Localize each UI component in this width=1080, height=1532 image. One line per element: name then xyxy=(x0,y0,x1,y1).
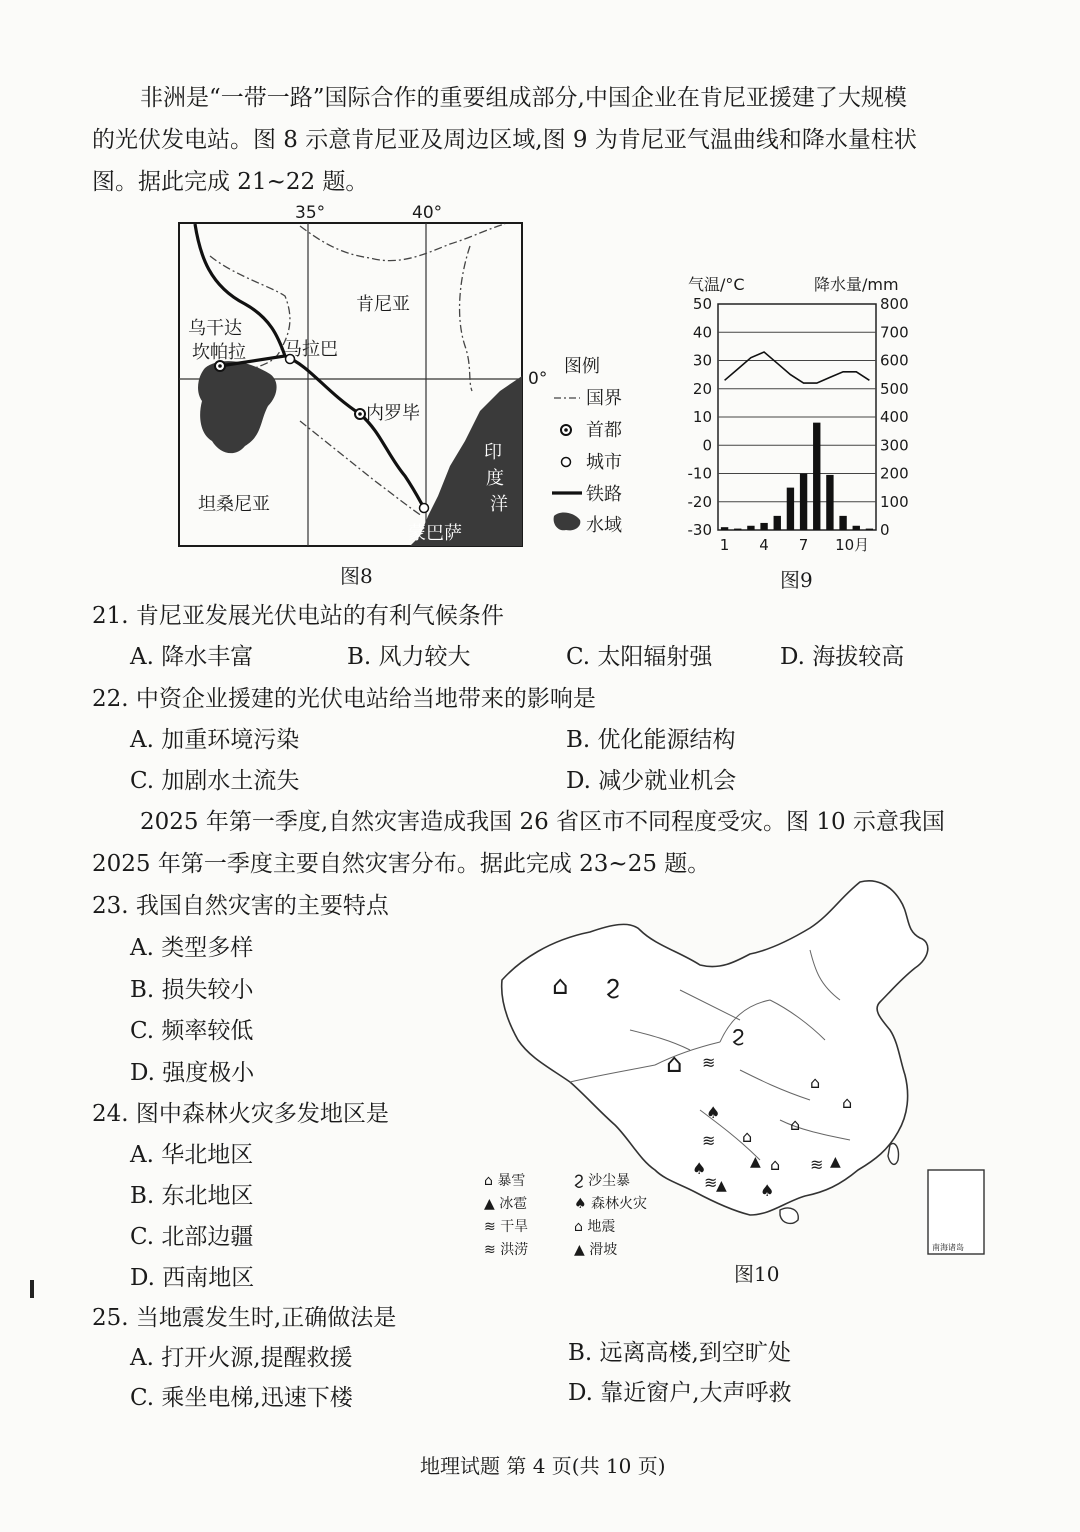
nairobi-label: 内罗毕 xyxy=(366,403,420,424)
q25-stem: 25. 当地震发生时,正确做法是 xyxy=(92,1305,397,1331)
legend-landslide xyxy=(574,1239,617,1259)
inset-label: 南海诸岛 xyxy=(932,1243,964,1252)
hail-icon: ▲ xyxy=(484,1196,500,1212)
precip-bar xyxy=(774,516,781,530)
precip-bar xyxy=(853,526,860,530)
south-china-sea-inset xyxy=(928,1170,984,1254)
precip-bar xyxy=(866,529,873,530)
blizzard-icon: ⌂ xyxy=(484,1173,498,1189)
sandstorm-icon: Ϩ xyxy=(574,1173,589,1189)
q23-option-d[interactable]: D. 强度极小 xyxy=(130,1060,255,1086)
q22-option-a[interactable]: A. 加重环境污染 xyxy=(130,727,300,753)
right-tick-label: 700 xyxy=(880,323,909,342)
right-tick-label: 300 xyxy=(880,436,909,455)
flood-icon: ≋ xyxy=(702,1053,716,1072)
border-north xyxy=(300,224,505,261)
q23-option-b[interactable]: B. 损失较小 xyxy=(130,977,254,1003)
right-tick-label: 100 xyxy=(880,492,909,511)
earthquake-icon: ⌂ xyxy=(666,1049,683,1079)
kenya-label: 肯尼亚 xyxy=(356,294,410,315)
intro1-line1: 非洲是“一带一路”国际合作的重要组成部分,中国企业在肯尼亚援建了大规模 xyxy=(140,85,907,111)
malaba-label: 马拉巴 xyxy=(284,339,338,360)
precip-bar xyxy=(813,423,820,530)
hainan-island xyxy=(780,1208,798,1223)
sandstorm-icon: Ϩ xyxy=(606,975,620,999)
left-tick-label: -30 xyxy=(687,521,712,539)
legend-water-symbol xyxy=(554,513,581,531)
flood-icon: ≋ xyxy=(810,1155,824,1174)
left-tick-label: 0 xyxy=(702,436,712,455)
sandstorm-icon: Ϩ xyxy=(732,1026,745,1047)
left-tick-label: 40 xyxy=(692,323,712,342)
legend-drought xyxy=(484,1216,528,1236)
drought-icon: ≋ xyxy=(702,1131,716,1150)
right-tick-label: 400 xyxy=(880,408,909,426)
left-tick-label: 10 xyxy=(692,408,712,426)
indian-ocean-water xyxy=(410,376,522,546)
legend-border-label: 国界 xyxy=(586,388,622,409)
legend-forest-fire xyxy=(574,1193,647,1213)
lake-victoria-water xyxy=(198,361,277,453)
forest-fire-icon: ♠ xyxy=(706,1103,721,1122)
right-axis-title: 降水量/mm xyxy=(814,275,899,294)
mombasa-label: 蒙巴萨 xyxy=(408,523,462,544)
landslide-icon: ▲ xyxy=(716,1178,727,1194)
right-tick-label: 500 xyxy=(880,379,909,398)
q23-option-a[interactable]: A. 类型多样 xyxy=(130,935,254,961)
q23-option-c[interactable]: C. 频率较低 xyxy=(130,1018,254,1044)
legend-flood xyxy=(484,1239,528,1259)
legend-water-label: 水域 xyxy=(586,515,622,536)
china-outline xyxy=(502,881,928,1215)
blizzard-icon: ⌂ xyxy=(810,1073,821,1092)
legend-title: 图例 xyxy=(564,356,600,377)
uganda-label: 乌干达 xyxy=(188,318,242,339)
q24-option-d[interactable]: D. 西南地区 xyxy=(130,1265,255,1291)
q25-option-a[interactable]: A. 打开火源,提醒救援 xyxy=(130,1345,353,1371)
taiwan-island xyxy=(888,1143,898,1164)
forest-fire-icon: ♠ xyxy=(760,1181,775,1200)
left-tick-label: -20 xyxy=(687,492,712,511)
lon-35-label: 35° xyxy=(295,203,326,223)
lat-0-label: 0° xyxy=(528,369,548,389)
railway-line xyxy=(195,224,424,508)
legend-earthquake xyxy=(574,1216,615,1236)
figure-9-caption: 图9 xyxy=(780,568,813,592)
precip-bar xyxy=(787,488,794,530)
legend-sandstorm xyxy=(574,1170,630,1190)
q21-option-d[interactable]: D. 海拔较高 xyxy=(780,644,905,670)
intro2-line2: 2025 年第一季度主要自然灾害分布。据此完成 23~25 题。 xyxy=(92,851,711,877)
legend-city-label: 城市 xyxy=(586,452,622,473)
blizzard-icon: ⌂ xyxy=(742,1127,753,1146)
forest-fire-icon: ♠ xyxy=(574,1196,592,1212)
figure-8-caption: 图8 xyxy=(340,564,373,588)
q25-option-b[interactable]: B. 远离高楼,到空旷处 xyxy=(568,1340,791,1366)
right-tick-label: 200 xyxy=(880,464,909,483)
legend-forest-fire-label: 森林火灾 xyxy=(591,1196,648,1212)
q22-option-d[interactable]: D. 减少就业机会 xyxy=(566,768,737,794)
q23-stem: 23. 我国自然灾害的主要特点 xyxy=(92,893,389,919)
q24-option-b[interactable]: B. 东北地区 xyxy=(130,1183,254,1209)
legend-sandstorm-label: 沙尘暴 xyxy=(588,1173,631,1189)
left-tick-label: 50 xyxy=(692,295,712,313)
kampala-label: 坎帕拉 xyxy=(192,342,246,363)
legend-flood-label: 洪涝 xyxy=(500,1242,529,1258)
blizzard-icon: ⌂ xyxy=(790,1115,801,1134)
hail-icon: ▲ xyxy=(750,1154,761,1170)
border-kenya-tanzania xyxy=(300,421,422,516)
right-tick-label: 600 xyxy=(880,351,909,370)
flood-icon: ≋ xyxy=(484,1242,501,1258)
q24-option-c[interactable]: C. 北部边疆 xyxy=(130,1224,254,1250)
kampala-capital-dot xyxy=(218,364,222,368)
blizzard-icon: ⌂ xyxy=(770,1155,781,1174)
legend-hail-label: 冰雹 xyxy=(499,1196,528,1212)
margin-mark xyxy=(30,1280,34,1298)
legend-capital-label: 首都 xyxy=(586,420,622,441)
legend-capital-dot xyxy=(564,428,568,432)
legend-hail xyxy=(484,1193,527,1213)
legend-city-symbol xyxy=(562,458,571,467)
forest-fire-icon: ♠ xyxy=(692,1159,707,1178)
indian-ocean-label-3: 洋 xyxy=(490,494,508,515)
q22-stem: 22. 中资企业援建的光伏电站给当地带来的影响是 xyxy=(92,686,596,712)
drought-icon: ≋ xyxy=(484,1219,501,1235)
border-east xyxy=(460,246,472,391)
intro2-line1: 2025 年第一季度,自然灾害造成我国 26 省区市不同程度受灾。图 10 示意我国 xyxy=(140,809,945,835)
china-map-svg xyxy=(480,870,1000,1270)
left-axis-title: 气温/°C xyxy=(688,275,745,294)
landslide-icon: ▲ xyxy=(574,1242,590,1258)
q21-option-b[interactable]: B. 风力较大 xyxy=(347,644,471,670)
drought-icon: ≋ xyxy=(704,1173,718,1192)
figure-10-china-disaster-map xyxy=(480,870,1000,1270)
precip-bar xyxy=(760,523,767,530)
legend-blizzard-label: 暴雪 xyxy=(497,1173,526,1189)
precip-bar xyxy=(734,529,741,530)
left-tick-label: 20 xyxy=(692,379,712,398)
kenya-map-svg xyxy=(150,196,640,556)
mombasa-city-marker xyxy=(420,504,429,513)
nairobi-capital-dot xyxy=(358,412,362,416)
q24-option-a[interactable]: A. 华北地区 xyxy=(130,1142,254,1168)
indian-ocean-label-1: 印 xyxy=(484,442,502,463)
q21-option-c[interactable]: C. 太阳辐射强 xyxy=(566,644,713,670)
right-tick-label: 800 xyxy=(880,295,909,313)
indian-ocean-label-2: 度 xyxy=(486,468,504,489)
legend-earthquake-label: 地震 xyxy=(587,1219,616,1235)
figure-9-climate-chart xyxy=(680,268,920,558)
left-tick-label: 30 xyxy=(692,351,712,370)
earthquake-icon: ⌂ xyxy=(574,1219,588,1235)
q24-stem: 24. 图中森林火灾多发地区是 xyxy=(92,1101,389,1127)
intro1-line3: 图。据此完成 21~22 题。 xyxy=(92,169,369,195)
lon-40-label: 40° xyxy=(412,203,443,223)
left-tick-label: -10 xyxy=(687,464,712,483)
figure-10-caption: 图10 xyxy=(734,1262,780,1286)
q21-stem: 21. 肯尼亚发展光伏电站的有利气候条件 xyxy=(92,603,504,629)
q25-option-c[interactable]: C. 乘坐电梯,迅速下楼 xyxy=(130,1385,353,1411)
blizzard-icon: ⌂ xyxy=(842,1093,853,1112)
right-tick-label: 0 xyxy=(880,521,890,539)
tanzania-label: 坦桑尼亚 xyxy=(198,494,270,515)
legend-railway-label: 铁路 xyxy=(586,484,622,505)
precip-bar xyxy=(826,475,833,530)
intro1-line2: 的光伏发电站。图 8 示意肯尼亚及周边区域,图 9 为肯尼亚气温曲线和降水量柱状 xyxy=(92,127,917,153)
temperature-line xyxy=(725,352,870,383)
legend-blizzard xyxy=(484,1170,525,1190)
q21-option-a[interactable]: A. 降水丰富 xyxy=(130,644,254,670)
hail-icon: ▲ xyxy=(830,1154,841,1170)
month-tick-label: 4 xyxy=(759,536,769,554)
climate-chart-svg xyxy=(680,268,920,558)
q22-option-b[interactable]: B. 优化能源结构 xyxy=(566,727,736,753)
precip-bar xyxy=(747,526,754,530)
q25-option-d[interactable]: D. 靠近窗户,大声呼救 xyxy=(568,1380,792,1406)
figure-8-kenya-map xyxy=(150,196,640,556)
legend-drought-label: 干旱 xyxy=(500,1219,529,1235)
month-tick-label: 7 xyxy=(798,536,809,554)
precip-bar xyxy=(721,527,728,530)
month-tick-label: 10月 xyxy=(835,536,870,554)
earthquake-icon: ⌂ xyxy=(552,971,569,1001)
page-footer: 地理试题 第 4 页(共 10 页) xyxy=(420,1454,666,1478)
legend-landslide-label: 滑坡 xyxy=(589,1242,618,1258)
q22-option-c[interactable]: C. 加剧水土流失 xyxy=(130,768,300,794)
precip-bar xyxy=(839,516,846,530)
precip-bar xyxy=(800,474,807,531)
month-tick-label: 1 xyxy=(719,536,730,554)
